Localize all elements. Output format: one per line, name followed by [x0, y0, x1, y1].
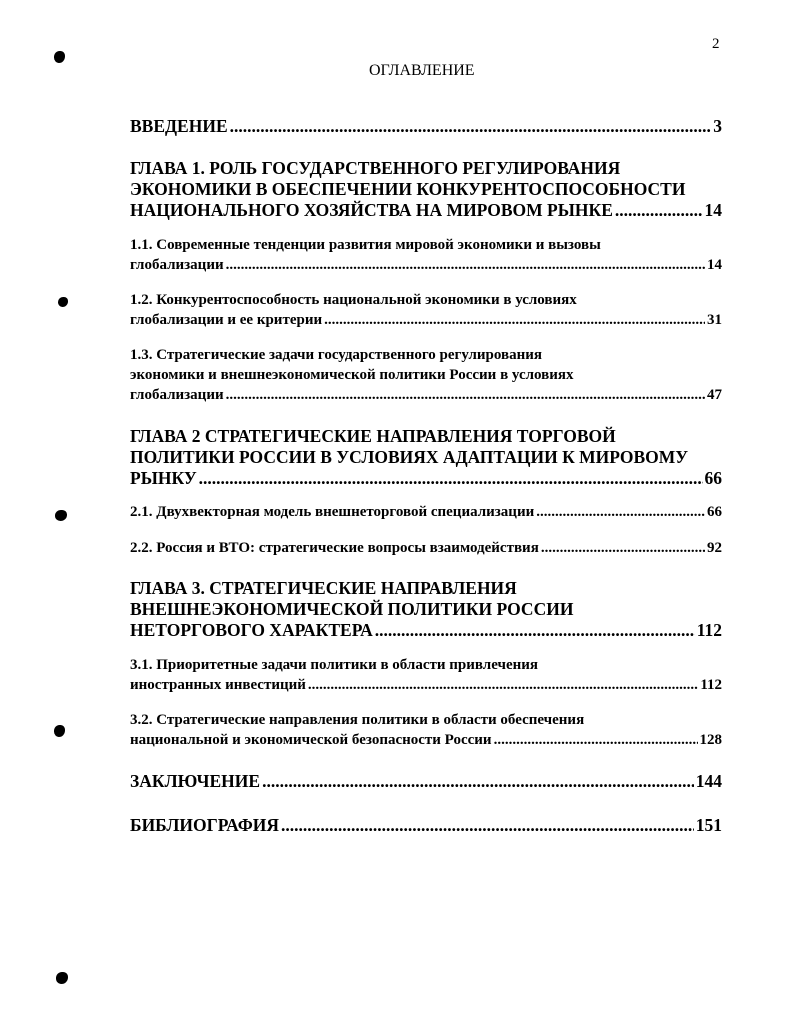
toc-entry-title-line: 1.2. Конкурентоспособность национальной экономики в условиях — [130, 292, 577, 308]
page-number: 2 — [712, 36, 720, 52]
toc-entry-page: 14 — [707, 257, 722, 273]
scan-speck — [56, 972, 68, 984]
toc-entry-title-line: 2.2. Россия и ВТО: стратегические вопросы взаимодействия — [130, 540, 539, 556]
toc-entry-title-line: БИБЛИОГРАФИЯ — [130, 815, 279, 835]
toc-entry-chapter-1 — [130, 158, 722, 221]
toc-entry-section-2-1 — [130, 502, 722, 522]
toc-entry-title-line: 3.2. Стратегические направления политики в области обеспечения — [130, 712, 585, 728]
toc-entry-page: 112 — [700, 677, 722, 693]
toc-entry-title-line: ВВЕДЕНИЕ — [130, 116, 228, 136]
scan-speck — [55, 510, 67, 521]
toc-entry-title-line: глобализации и ее критерии — [130, 312, 323, 328]
toc-entry-title-line: иностранных инвестиций — [130, 677, 306, 693]
toc-entry-title-line: 1.3. Стратегические задачи государственного регулирования — [130, 347, 542, 363]
toc-entry-page: 92 — [707, 540, 722, 556]
toc-entry-title-line: НЕТОРГОВОГО ХАРАКТЕРА — [130, 620, 373, 640]
leader-dots — [494, 730, 698, 750]
scan-speck — [54, 725, 65, 737]
toc-entry-page: 128 — [699, 732, 722, 748]
toc-entry-bibliography — [130, 815, 722, 836]
leader-dots — [541, 538, 705, 558]
toc-entry-page: 151 — [695, 815, 722, 835]
toc-entry-page: 31 — [707, 312, 722, 328]
toc-entry-title-line: 3.1. Приоритетные задачи политики в области привлечения — [130, 657, 539, 673]
toc-entry-title-line: ЭКОНОМИКИ В ОБЕСПЕЧЕНИИ КОНКУРЕНТОСПОСОБНОСТИ — [130, 179, 686, 199]
leader-dots — [226, 385, 705, 405]
toc-entry-page: 112 — [696, 620, 722, 640]
leader-dots — [536, 502, 705, 522]
toc-entry-section-3-1 — [130, 655, 722, 695]
toc-entry-page: 66 — [704, 468, 722, 488]
toc-heading-text: ОГЛАВЛЕНИЕ — [369, 62, 475, 79]
toc-entry-title-line: национальной и экономической безопасности России — [130, 732, 492, 748]
toc-entry-title-line: ГЛАВА 1. РОЛЬ ГОСУДАРСТВЕННОГО РЕГУЛИРОВАНИЯ — [130, 158, 621, 178]
toc-entry-title-line: НАЦИОНАЛЬНОГО ХОЗЯЙСТВА НА МИРОВОМ РЫНКЕ — [130, 200, 613, 220]
toc-entry-section-2-2 — [130, 538, 722, 558]
leader-dots — [262, 771, 694, 792]
leader-dots — [324, 310, 705, 330]
toc-entry-title-line: 1.1. Современные тенденции развития мировой экономики и вызовы — [130, 237, 601, 253]
leader-dots — [230, 116, 712, 137]
leader-dots — [615, 200, 703, 221]
toc-entry-introduction — [130, 116, 722, 137]
scan-speck — [54, 51, 65, 63]
leader-dots — [199, 468, 703, 489]
toc-entry-title-line: ВНЕШНЕЭКОНОМИЧЕСКОЙ ПОЛИТИКИ РОССИИ — [130, 599, 574, 619]
toc-entry-title-line: РЫНКУ — [130, 468, 197, 488]
toc-entry-section-3-2 — [130, 710, 722, 750]
toc-entry-page: 144 — [695, 771, 722, 791]
leader-dots — [308, 675, 698, 695]
toc-entry-chapter-3 — [130, 578, 722, 641]
leader-dots — [226, 255, 705, 275]
toc-entry-section-1-2 — [130, 290, 722, 330]
leader-dots — [375, 620, 695, 641]
toc-entry-title-line: ГЛАВА 3. СТРАТЕГИЧЕСКИЕ НАПРАВЛЕНИЯ — [130, 578, 517, 598]
toc-entry-title-line: ГЛАВА 2 СТРАТЕГИЧЕСКИЕ НАПРАВЛЕНИЯ ТОРГОВОЙ — [130, 426, 616, 446]
toc-entry-section-1-3 — [130, 345, 722, 405]
toc-entry-title-line: ЗАКЛЮЧЕНИЕ — [130, 771, 261, 791]
toc-entry-title-line: глобализации — [130, 257, 224, 273]
toc-entry-page: 14 — [704, 200, 722, 220]
toc-entry-chapter-2 — [130, 426, 722, 489]
toc-entry-page: 3 — [713, 116, 722, 136]
toc-entry-section-1-1 — [130, 235, 722, 275]
toc-entry-title-line: экономики и внешнеэкономической политики России в условиях — [130, 367, 574, 383]
toc-entry-title-line: ПОЛИТИКИ РОССИИ В УСЛОВИЯХ АДАПТАЦИИ К МИРОВОМУ — [130, 447, 689, 467]
toc-entry-title-line: глобализации — [130, 387, 224, 403]
toc-entry-page: 66 — [707, 504, 722, 520]
toc-entry-page: 47 — [707, 387, 722, 403]
leader-dots — [281, 815, 694, 836]
toc-entry-conclusion — [130, 771, 722, 792]
toc-entry-title-line: 2.1. Двухвекторная модель внешнеторговой специализации — [130, 504, 535, 520]
scan-speck — [58, 297, 68, 307]
